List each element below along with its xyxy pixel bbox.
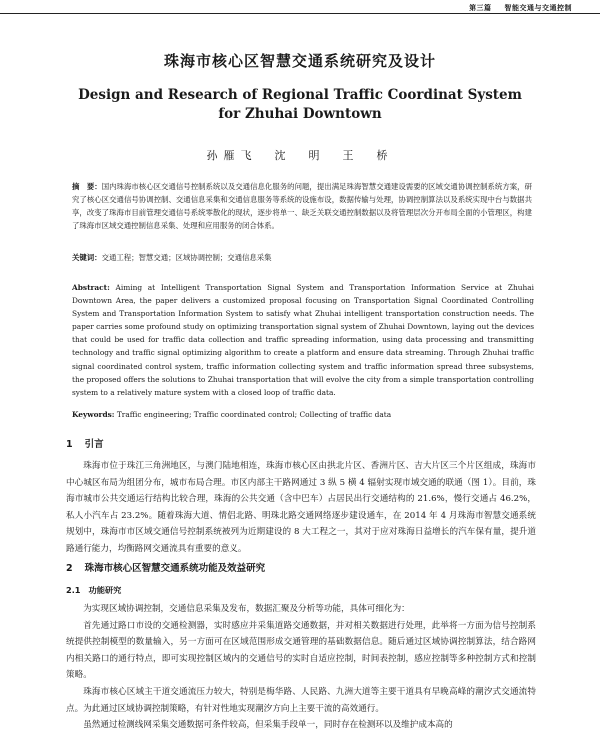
- authors: 孙雁飞 沈 明 王 桥: [206, 149, 394, 162]
- running-header: [459, 3, 572, 13]
- section-1-paragraph: 珠海市位于珠江三角洲地区，与澳门陆地相连，珠海市核心区由拱北片区、香洲片区、吉大片区三个片区组成，珠海市中心城区布局为组团分布，城市布局合理。市区内部主干路网通过 3 纵 5 横 4 辐射实现市域交通的联通（图 1）。目前，珠海市城市公共交通运行结构比较合理，珠海的公共交通（含中巴车）占居民出行交通结构的 21.6%，慢行交通占 46.2%，私人小汽车占 23.2%。随着珠海大道、情侣北路、明珠北路交通网络逐步建设通车，在 2014 年 4 月珠海市智慧交通系统规划中，珠海市市区域交通信号控制系统被列为近期建设的 8 大工程之一，其对于应对珠海日益增长的汽车保有量，提升道路通行能力，均衡路网交通流具有重要的意义。: [66, 461, 536, 554]
- title-english-line1: Design and Research of Regional Traffic Coordinat System: [78, 87, 522, 103]
- section-1-heading: [66, 436, 104, 450]
- abstract-chinese-label: 摘 要：: [72, 182, 102, 191]
- abstract-english: [72, 281, 534, 399]
- abstract-english-text: Aiming at Intelligent Transportation Signal System and Transportation Information Service at Zhuhai Downtown Area, the paper delivers a customized proposal focusing on Transportation Signal Coordinated Controlling System and Transportation Information System to satisfy what Zhuhai intelligent transportation construction needs. The paper carries some profound study on optimizing transportation signal system of Zhuhai Downtown, laying out the devices that could be used for traffic data collection and traffic spreading information, using data processing and transmitting technology and traffic signal optimizing algorithm to create a platform and ensure data streaming. Through Zhuhai traffic signal coordinated control system, traffic information collecting system and traffic information spread three subsystems, the proposed offers the solutions to Zhuhai transportation that will evolve the city from a simple transportation controlling system to a relatively mature system with a closed loop of traffic data.: [72, 283, 534, 397]
- header-topic: 智能交通与交通控制: [504, 3, 572, 12]
- title-english-line2: for Zhuhai Downtown: [218, 106, 382, 122]
- paragraph: 珠海市核心区域主干道交通流压力较大，特别是梅华路、人民路、九洲大道等主要干道具有早晚高峰的潮汐式交通流特点。为此通过区域协调控制策略，有针对性地实现潮汐方向上主要干流的高效通行。: [66, 686, 536, 714]
- section-1-number: 1: [66, 439, 73, 450]
- keywords-chinese: [72, 252, 532, 263]
- keywords-chinese-label: 关键词：: [72, 253, 102, 262]
- section-2-heading: [66, 560, 265, 574]
- keywords-chinese-text: 交通工程；智慧交通；区域协调控制；交通信息采集: [101, 253, 272, 262]
- section-2-1-number: 2.1: [66, 585, 81, 595]
- paragraph: 首先通过路口市设的交通检测器，实时感应并采集道路交通数据，并对相关数据进行处理，此举将一方面为信号控制系统提供控制模型的数量输入，另一方面可在区域范围形成交通管理的基础数据信息。随后通过区域协调控制算法，结合路网内相关路口的通行特点，即可实现控制区域内的交通信号的实时自适应控制，时间表控制，感应控制等多种控制方式和控制策略。: [66, 620, 536, 681]
- section-2-title: 珠海市核心区智慧交通系统功能及效益研究: [84, 563, 266, 574]
- header-rule: [0, 13, 600, 14]
- abstract-chinese-text: 国内珠海市核心区交通信号控制系统以及交通信息化服务的问题，提出满足珠海智慧交通建设需要的区域交通协调控制系统方案，研究了核心区交通信号协调控制、交通信息采集和交通信息服务等系统的设施布设，数据传输与处理，协调控制算法以及系统实现中台与数据共享，改变了珠海市目前管理交通信号系统零散化的现状，逐步将单一、缺乏关联交通控制数据以及将管理层次分开布局全面的小管理区，构建了珠海市区域交通控制信息采集、处理和应用服务的闭合体系。: [72, 182, 532, 230]
- section-2-1-title: 功能研究: [88, 585, 122, 595]
- keywords-english-label: Keywords:: [72, 410, 115, 419]
- title-english: [0, 86, 600, 124]
- section-2-number: 2: [66, 563, 73, 574]
- section-2-1-body: [66, 601, 536, 734]
- title-chinese: 珠海市核心区智慧交通系统研究及设计: [163, 52, 436, 70]
- section-1-title: 引言: [84, 439, 104, 450]
- paragraph: 虽然通过检测线网采集交通数据可条件较高，但采集手段单一，同时存在检测环以及维护成本高的: [83, 720, 453, 731]
- section-2-1-heading: [66, 585, 121, 596]
- abstract-english-label: Abstract:: [72, 283, 110, 292]
- keywords-english-text: Traffic engineering; Traffic coordinated control; Collecting of traffic data: [116, 410, 392, 419]
- keywords-english: [72, 410, 534, 419]
- abstract-chinese: [72, 180, 532, 232]
- paragraph: 为实现区域协调控制，交通信息采集及发布，数据汇聚及分析等功能，具体可细化为：: [83, 604, 410, 614]
- header-chapter: 第三篇: [469, 3, 492, 12]
